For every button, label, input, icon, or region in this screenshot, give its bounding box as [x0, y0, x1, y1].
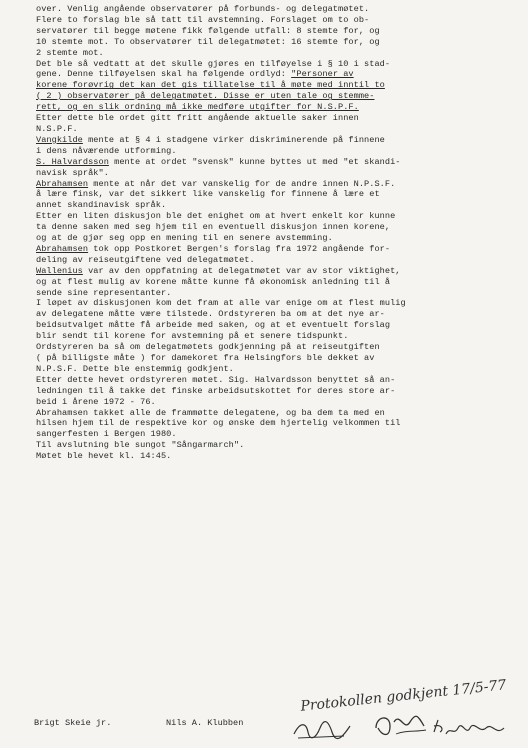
text-segment: hilsen hjem til de respektive kor og ønske dem hjertelig velkommen til: [36, 418, 401, 429]
underlined-name: korene forøvrig det kan det gis tillatelse til å møte med inntil to: [36, 80, 385, 91]
text-line: [36, 4, 506, 15]
text-line: [36, 200, 506, 211]
underlined-name: rett, og en slik ordning må ikke medføre utgifter for N.S.P.F.: [36, 102, 359, 113]
text-segment: Abrahamsen takket alle de frammøtte delegatene, og ba dem ta med en: [36, 407, 385, 418]
text-segment: 10 stemte mot. To observatører til delegatmøtet: 16 stemte for, og: [36, 36, 380, 47]
text-segment: servatører til begge møtene fikk følgende utfall: 8 stemte for, og: [36, 25, 380, 36]
text-line: [36, 135, 506, 146]
text-line: [36, 157, 506, 168]
text-line: [36, 113, 506, 124]
text-segment: ledningen til å takke det finske arbeidsutskottet for deres store ar-: [36, 385, 396, 396]
text-line: [36, 342, 506, 353]
text-segment: ( på billigste måte ) for damekoret fra Helsingfors ble dekket av: [36, 353, 375, 363]
text-segment: beidsutvalget måtte få arbeide med saken, og at et eventuelt forslag: [36, 320, 391, 331]
text-line: [36, 244, 506, 255]
underlined-name: Abrahamsen: [36, 178, 89, 189]
text-line: [36, 168, 506, 179]
typed-name-right: Nils A. Klubben: [166, 718, 244, 728]
text-segment: mente at når det var vanskelig for de andre innen N.P.S.F.: [88, 178, 396, 189]
typed-name-left: Brigt Skeie jr.: [34, 718, 112, 728]
text-segment: N.S.P.F.: [36, 123, 78, 134]
text-line: [36, 440, 506, 451]
underlined-name: "Personer av: [291, 69, 354, 80]
text-segment: og at de gjør seg opp en mening til en senere avstemming.: [36, 233, 333, 244]
text-line: [36, 364, 506, 375]
text-segment: Til avslutning ble sungot "Sångarmarch".: [36, 440, 245, 451]
text-segment: Det ble så vedtatt at det skulle gjøres en tilføyelse i § 10 i stad-: [36, 58, 391, 69]
text-segment: Etter dette ble ordet gitt fritt angående aktuelle saker innen: [36, 113, 359, 124]
text-segment: I løpet av diskusjonen kom det fram at alle var enige om at flest mulig: [36, 298, 406, 309]
meeting-minutes-text: [36, 4, 506, 462]
text-segment: var av den oppfatning at delegatmøtet var av stor viktighet,: [82, 265, 401, 276]
text-line: [36, 429, 506, 440]
text-segment: ta denne saken med seg hjem til en eventuell diskusjon innen korene,: [36, 222, 391, 233]
text-segment: Etter dette hevet ordstyreren møtet. Sig. Halvardsson benyttet så an-: [36, 374, 396, 385]
text-segment: sangerfesten i Bergen 1980.: [36, 429, 177, 440]
text-line: [36, 309, 506, 320]
underlined-name: ( 2 ) observatører på delegatmøtet. Disse er uten tale og stemme-: [36, 91, 375, 102]
text-line: [36, 189, 506, 200]
text-segment: Flere to forslag ble så tatt til avstemning. Forslaget om to ob-: [36, 14, 370, 25]
text-line: [36, 397, 506, 408]
text-line: [36, 26, 506, 37]
text-segment: mente at § 4 i stadgene virker diskriminerende på finnene: [82, 134, 385, 145]
text-line: [36, 266, 506, 277]
underlined-name: Wallenius: [36, 265, 83, 276]
text-segment: å lære finsk, var det sikkert like vanskelig for finnene å lære et: [36, 189, 380, 200]
text-line: [36, 277, 506, 288]
text-segment: mente at ordet "svensk" kunne byttes ut med "et skandi-: [108, 156, 401, 167]
text-segment: sende sine representanter.: [36, 287, 172, 298]
text-line: [36, 331, 506, 342]
underlined-name: Abrahamsen: [36, 243, 89, 254]
handwritten-signature-1: [290, 716, 360, 742]
text-segment: av delegatene måtte være tilstede. Ordstyreren ba om at det nye ar-: [36, 309, 385, 320]
text-segment: tok opp Postkoret Bergen's forslag fra 1972 angående for-: [88, 243, 391, 254]
text-line: [36, 69, 506, 80]
text-line: [36, 255, 506, 266]
text-line: [36, 451, 506, 462]
text-segment: Ordstyreren ba så om delegatmøtets godkjenning på at reiseutgiften: [36, 342, 380, 353]
text-segment: og at flest mulig av korene måtte kunne få økonomisk anledning til å: [36, 276, 391, 287]
text-segment: over. Venlig angående observatører på forbunds- og delegatmøtet.: [36, 4, 370, 14]
underlined-name: Vangkilde: [36, 134, 83, 145]
text-segment: gene. Denne tilføyelsen skal ha følgende ordlyd:: [36, 69, 292, 80]
text-line: [36, 102, 506, 113]
text-segment: i dens nåværende utforming.: [36, 145, 177, 156]
text-line: [36, 233, 506, 244]
text-line: [36, 15, 506, 26]
text-line: [36, 124, 506, 135]
text-line: [36, 408, 506, 419]
text-segment: beid i årene 1972 - 76.: [36, 396, 156, 407]
handwritten-approval-note: Protokollen godkjent 17/5-77: [299, 677, 508, 715]
text-line: [36, 146, 506, 157]
handwritten-signature-2: [370, 708, 430, 740]
text-line: [36, 353, 506, 364]
text-line: [36, 298, 506, 309]
text-line: [36, 59, 506, 70]
text-segment: Etter en liten diskusjon ble det enighet om at hvert enkelt kor kunne: [36, 211, 396, 222]
text-line: [36, 179, 506, 190]
underlined-name: S. Halvardsson: [36, 156, 109, 167]
text-segment: N.P.S.F. Dette ble enstemmig godkjent.: [36, 363, 234, 374]
text-line: [36, 48, 506, 59]
text-line: [36, 80, 506, 91]
text-line: [36, 91, 506, 102]
text-segment: deling av reiseutgiftene ved delegatmøtet.: [36, 254, 255, 265]
text-line: [36, 375, 506, 386]
text-line: [36, 222, 506, 233]
text-segment: navisk språk".: [36, 167, 109, 178]
text-segment: annet skandinavisk språk.: [36, 200, 167, 211]
text-segment: Møtet ble hevet kl. 14:45.: [36, 451, 172, 462]
handwritten-signature-3: [430, 716, 510, 742]
text-segment: blir sendt til korene for avstemning på et senere tidspunkt.: [36, 331, 349, 342]
text-line: [36, 320, 506, 331]
text-line: [36, 418, 506, 429]
text-line: [36, 288, 506, 299]
text-segment: 2 stemte mot.: [36, 47, 104, 58]
text-line: [36, 37, 506, 48]
text-line: [36, 386, 506, 397]
text-line: [36, 211, 506, 222]
